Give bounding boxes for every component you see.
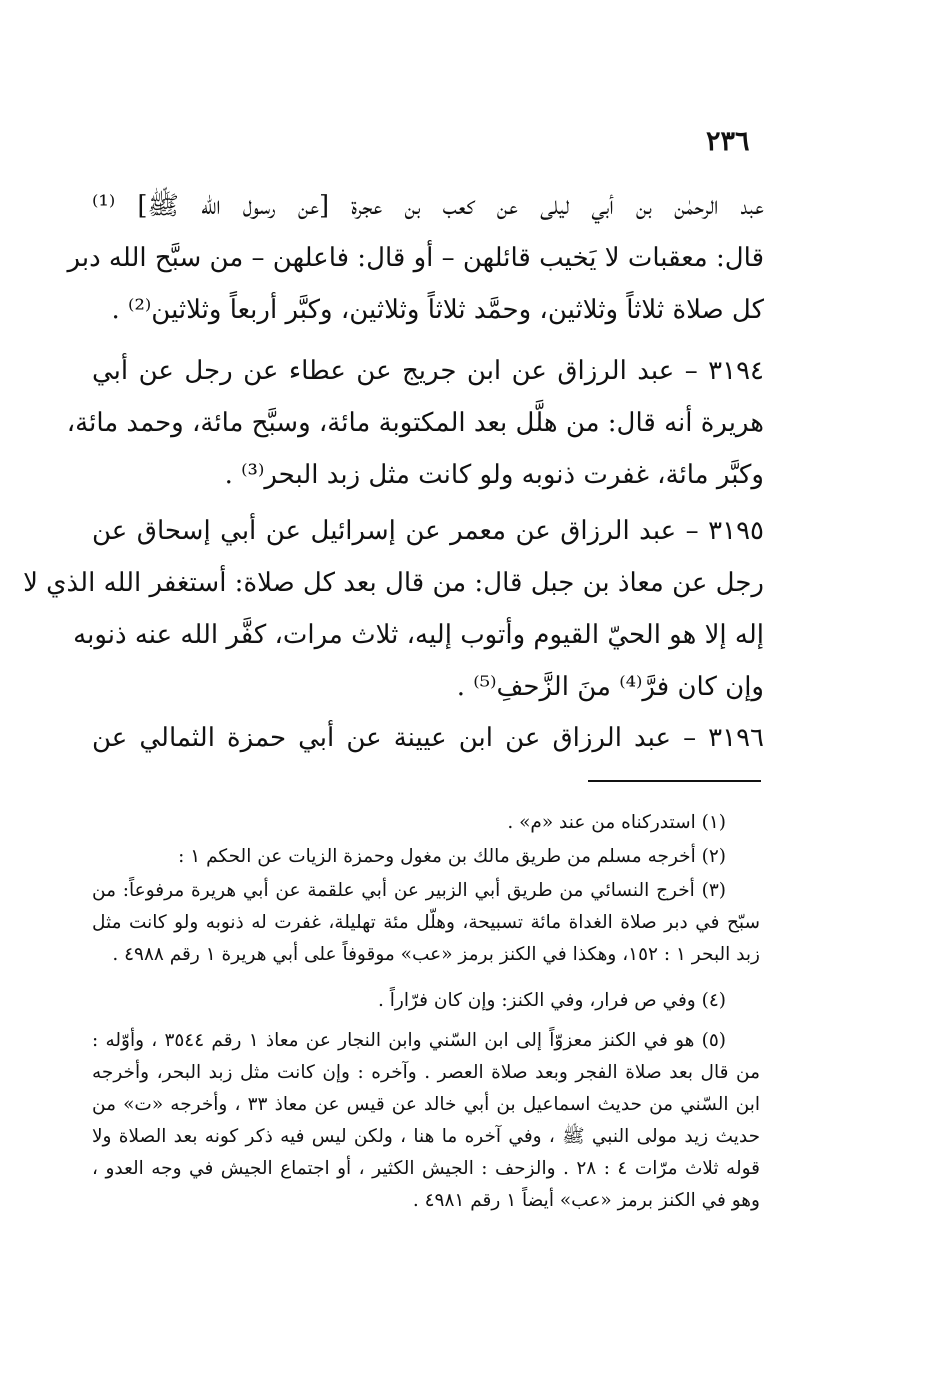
footnote-line: (٣) أخرج النسائي من طريق أبي الزبير عن أبي علقمة عن أبي هريرة مرفوعاً: من (92, 880, 726, 901)
footnote-line: قوله ثلاث مرّات ٤ : ٢٨ . والزحف : الجيش الكثير ، أو اجتماع الجيش في وجه العدو ، (92, 1158, 760, 1179)
footnote-2 (92, 841, 760, 873)
text-line: إله إلا هو الحيّ القيوم وأتوب إليه، ثلاث مرات، كفَّر الله عنه ذنوبه (73, 620, 764, 650)
text-line: ٣١٩٤ – عبد الرزاق عن ابن جريج عن عطاء عن رجل عن أبي (92, 356, 764, 386)
footnote-line: حديث زيد مولى النبي ﷺ ، وفي آخره ما هنا ، ولكن ليس فيه ذكر كونه بعد الصلاة ولا (92, 1126, 760, 1147)
text-line: ٣١٩٦ – عبد الرزاق عن ابن عيينة عن أبي حمزة الثمالي عن (92, 723, 764, 753)
footnote-line: (١) استدركناه من عند «م» . (507, 812, 726, 833)
footnote-separator (588, 780, 761, 782)
paragraph-hadith-continuation (67, 180, 764, 336)
text-line: كل صلاة ثلاثاً وثلاثين، وحمَّد ثلاثاً وثلاثين، وكبَّر أربعاً وثلاثين⁽²⁾ . (111, 295, 764, 325)
footnote-line: (٤) وفي ص فرار، وفي الكنز: وإن كان فرّاراً . (377, 990, 726, 1011)
page-number: ٢٣٦ (706, 126, 750, 157)
footnote-line: (٥) هو في الكنز معزوّاً إلى ابن السّني وابن النجار عن معاذ ١ رقم ٣٥٤٤ ، وأوّله : (92, 1030, 726, 1051)
footnote-line: زبد البحر ١ : ١٥٢، وهكذا في الكنز برمز «عب» موقوفاً على أبي هريرة ١ رقم ٤٩٨٨ . (112, 944, 760, 965)
text-line: قال: معقبات لا يَخيب قائلهن – أو قال: فاعلهن – من سبَّح الله دبر (67, 243, 764, 273)
footnote-line: من قال بعد صلاة الفجر وبعد صلاة العصر . وآخره : وإن كانت مثل زبد البحر، وأخرجه (92, 1062, 760, 1083)
footnote-5 (92, 1025, 760, 1217)
footnote-line: وهو في الكنز برمز «عب» أيضاً ١ رقم ٤٩٨١ . (412, 1190, 760, 1211)
footnote-line: (٢) أخرجه مسلم من طريق مالك بن مغول وحمزة الزيات عن الحكم ١ : (178, 846, 726, 867)
text-line: وكبَّر مائة، غفرت ذنوبه ولو كانت مثل زبد البحر⁽³⁾ . (224, 460, 764, 490)
text-line: رجل عن معاذ بن جبل قال: من قال بعد كل صلاة: أستغفر الله الذي لا (23, 568, 764, 598)
footnote-1 (92, 807, 760, 839)
text-line: هريرة أنه قال: من هلَّل بعد المكتوبة مائة، وسبَّح مائة، وحمد مائة، (66, 408, 764, 438)
footnote-line: ابن السّني من حديث اسماعيل بن أبي خالد عن قيس عن معاذ ٣٣ ، وأخرجه «ت» من (92, 1094, 760, 1115)
text-line: وإن كان فرَّ⁽⁴⁾ منَ الزَّحفِ⁽⁵⁾ . (456, 672, 764, 702)
footnote-4 (92, 985, 760, 1017)
paragraph-hadith-3194 (66, 345, 764, 501)
paragraph-hadith-3195 (23, 505, 764, 713)
text-line: ٣١٩٥ – عبد الرزاق عن معمر عن إسرائيل عن أبي إسحاق عن (92, 516, 764, 546)
text-line: عبد الرحمٰن بن أبي ليلى عن كعب بن عجرة [عن رسول الله ﷺ] ⁽¹⁾ (92, 191, 764, 221)
footnote-line: سبّح في دبر صلاة الغداة مائة تسبيحة، وهلّل مئة تهليلة، غفرت له ذنوبه ولو كانت مثل (92, 912, 760, 933)
footnote-3 (92, 875, 760, 971)
paragraph-hadith-3196 (92, 712, 764, 764)
